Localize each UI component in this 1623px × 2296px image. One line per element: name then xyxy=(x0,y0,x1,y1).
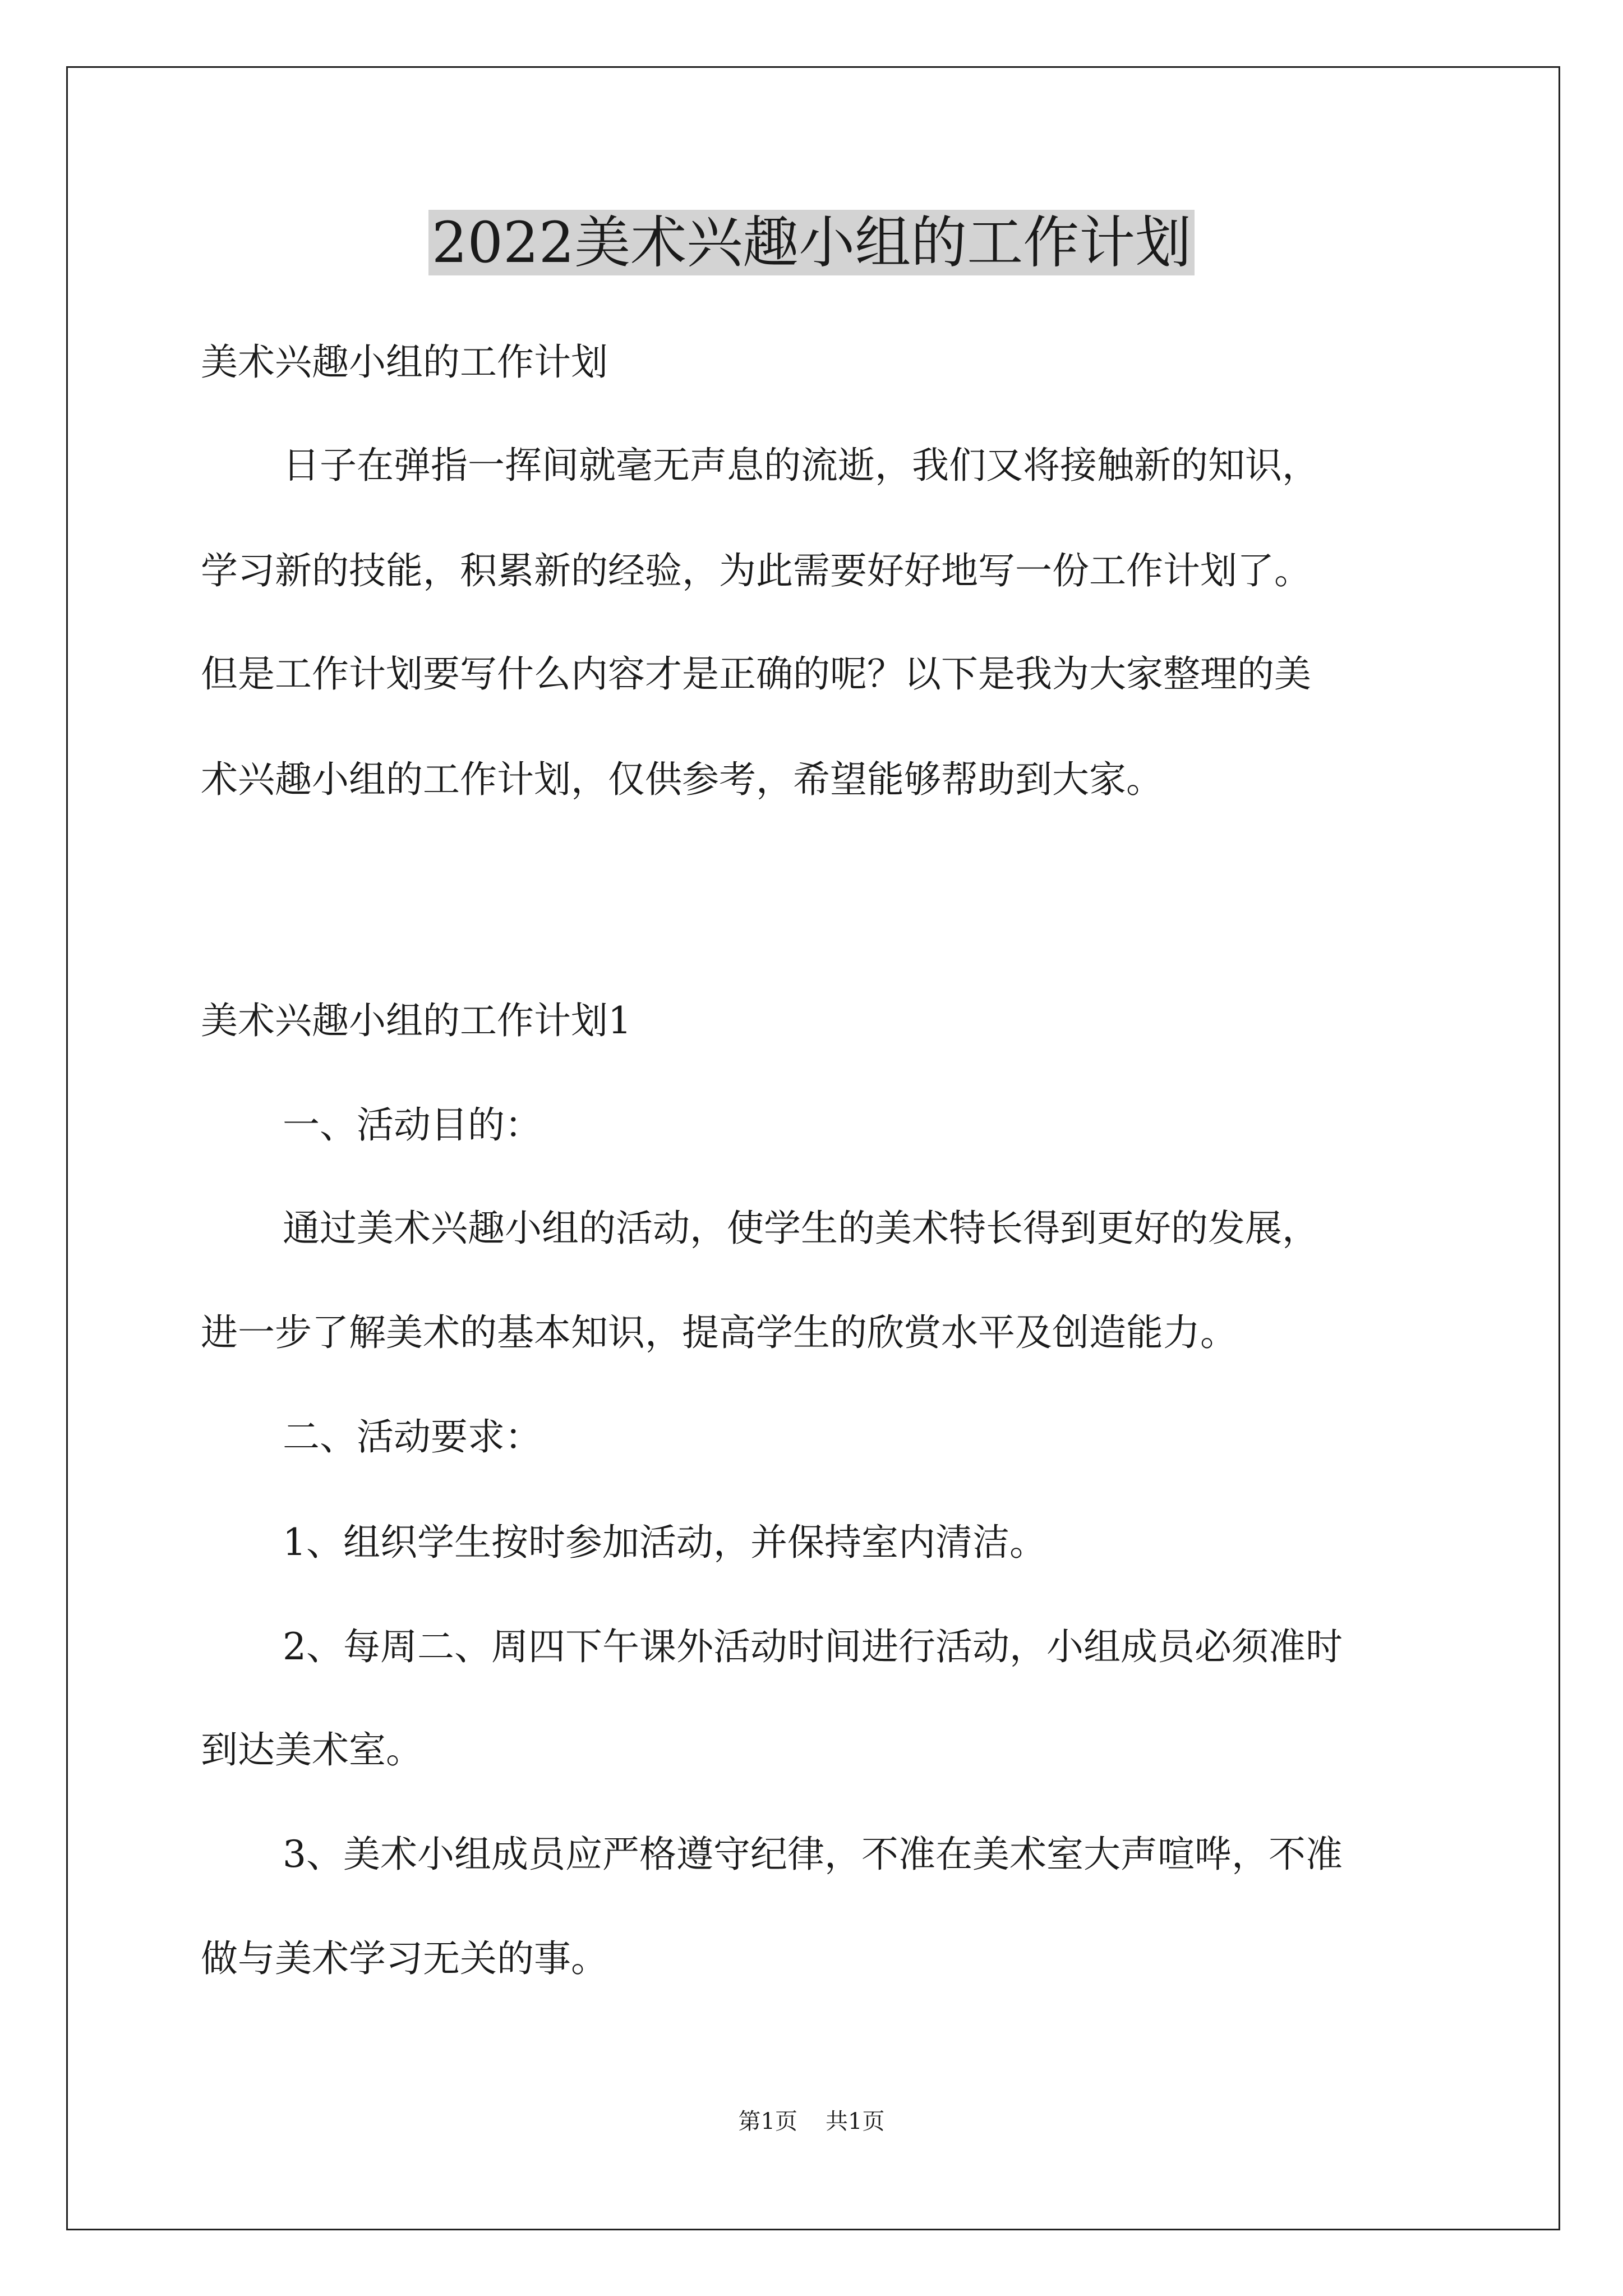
paragraph-line: 术兴趣小组的工作计划，仅供参考，希望能够帮助到大家。 xyxy=(201,758,1163,801)
paragraph-line: 一、活动目的： xyxy=(283,1103,542,1147)
current-page-label: 第1页 xyxy=(738,2109,797,2134)
paragraph-line: 进一步了解美术的基本知识，提高学生的欣赏水平及创造能力。 xyxy=(201,1311,1237,1354)
paragraph-line: 通过美术兴趣小组的活动，使学生的美术特长得到更好的发展， xyxy=(283,1207,1319,1250)
paragraph-line: 3、美术小组成员应严格遵守纪律，不准在美术室大声喧哗，不准 xyxy=(283,1833,1343,1876)
total-pages-label: 共1页 xyxy=(826,2109,885,2134)
paragraph-line: 到达美术室。 xyxy=(201,1728,423,1772)
paragraph-line: 做与美术学习无关的事。 xyxy=(201,1937,608,1980)
paragraph-line: 但是工作计划要写什么内容才是正确的呢？以下是我为大家整理的美 xyxy=(201,652,1311,696)
document-title xyxy=(0,201,1623,285)
paragraph-line: 学习新的技能，积累新的经验，为此需要好好地写一份工作计划了。 xyxy=(201,549,1311,592)
paragraph-line: 1、组织学生按时参加活动，并保持室内清洁。 xyxy=(283,1521,1046,1564)
section-heading: 美术兴趣小组的工作计划1 xyxy=(201,999,631,1042)
paragraph-line: 2、每周二、周四下午课外活动时间进行活动，小组成员必须准时 xyxy=(283,1625,1343,1668)
document-title-text: 2022美术兴趣小组的工作计划 xyxy=(428,210,1195,275)
page-footer xyxy=(0,2105,1623,2138)
paragraph-line: 日子在弹指一挥间就毫无声息的流逝，我们又将接触新的知识， xyxy=(283,444,1319,487)
paragraph-line: 二、活动要求： xyxy=(283,1415,542,1458)
section-heading: 美术兴趣小组的工作计划 xyxy=(201,341,608,384)
